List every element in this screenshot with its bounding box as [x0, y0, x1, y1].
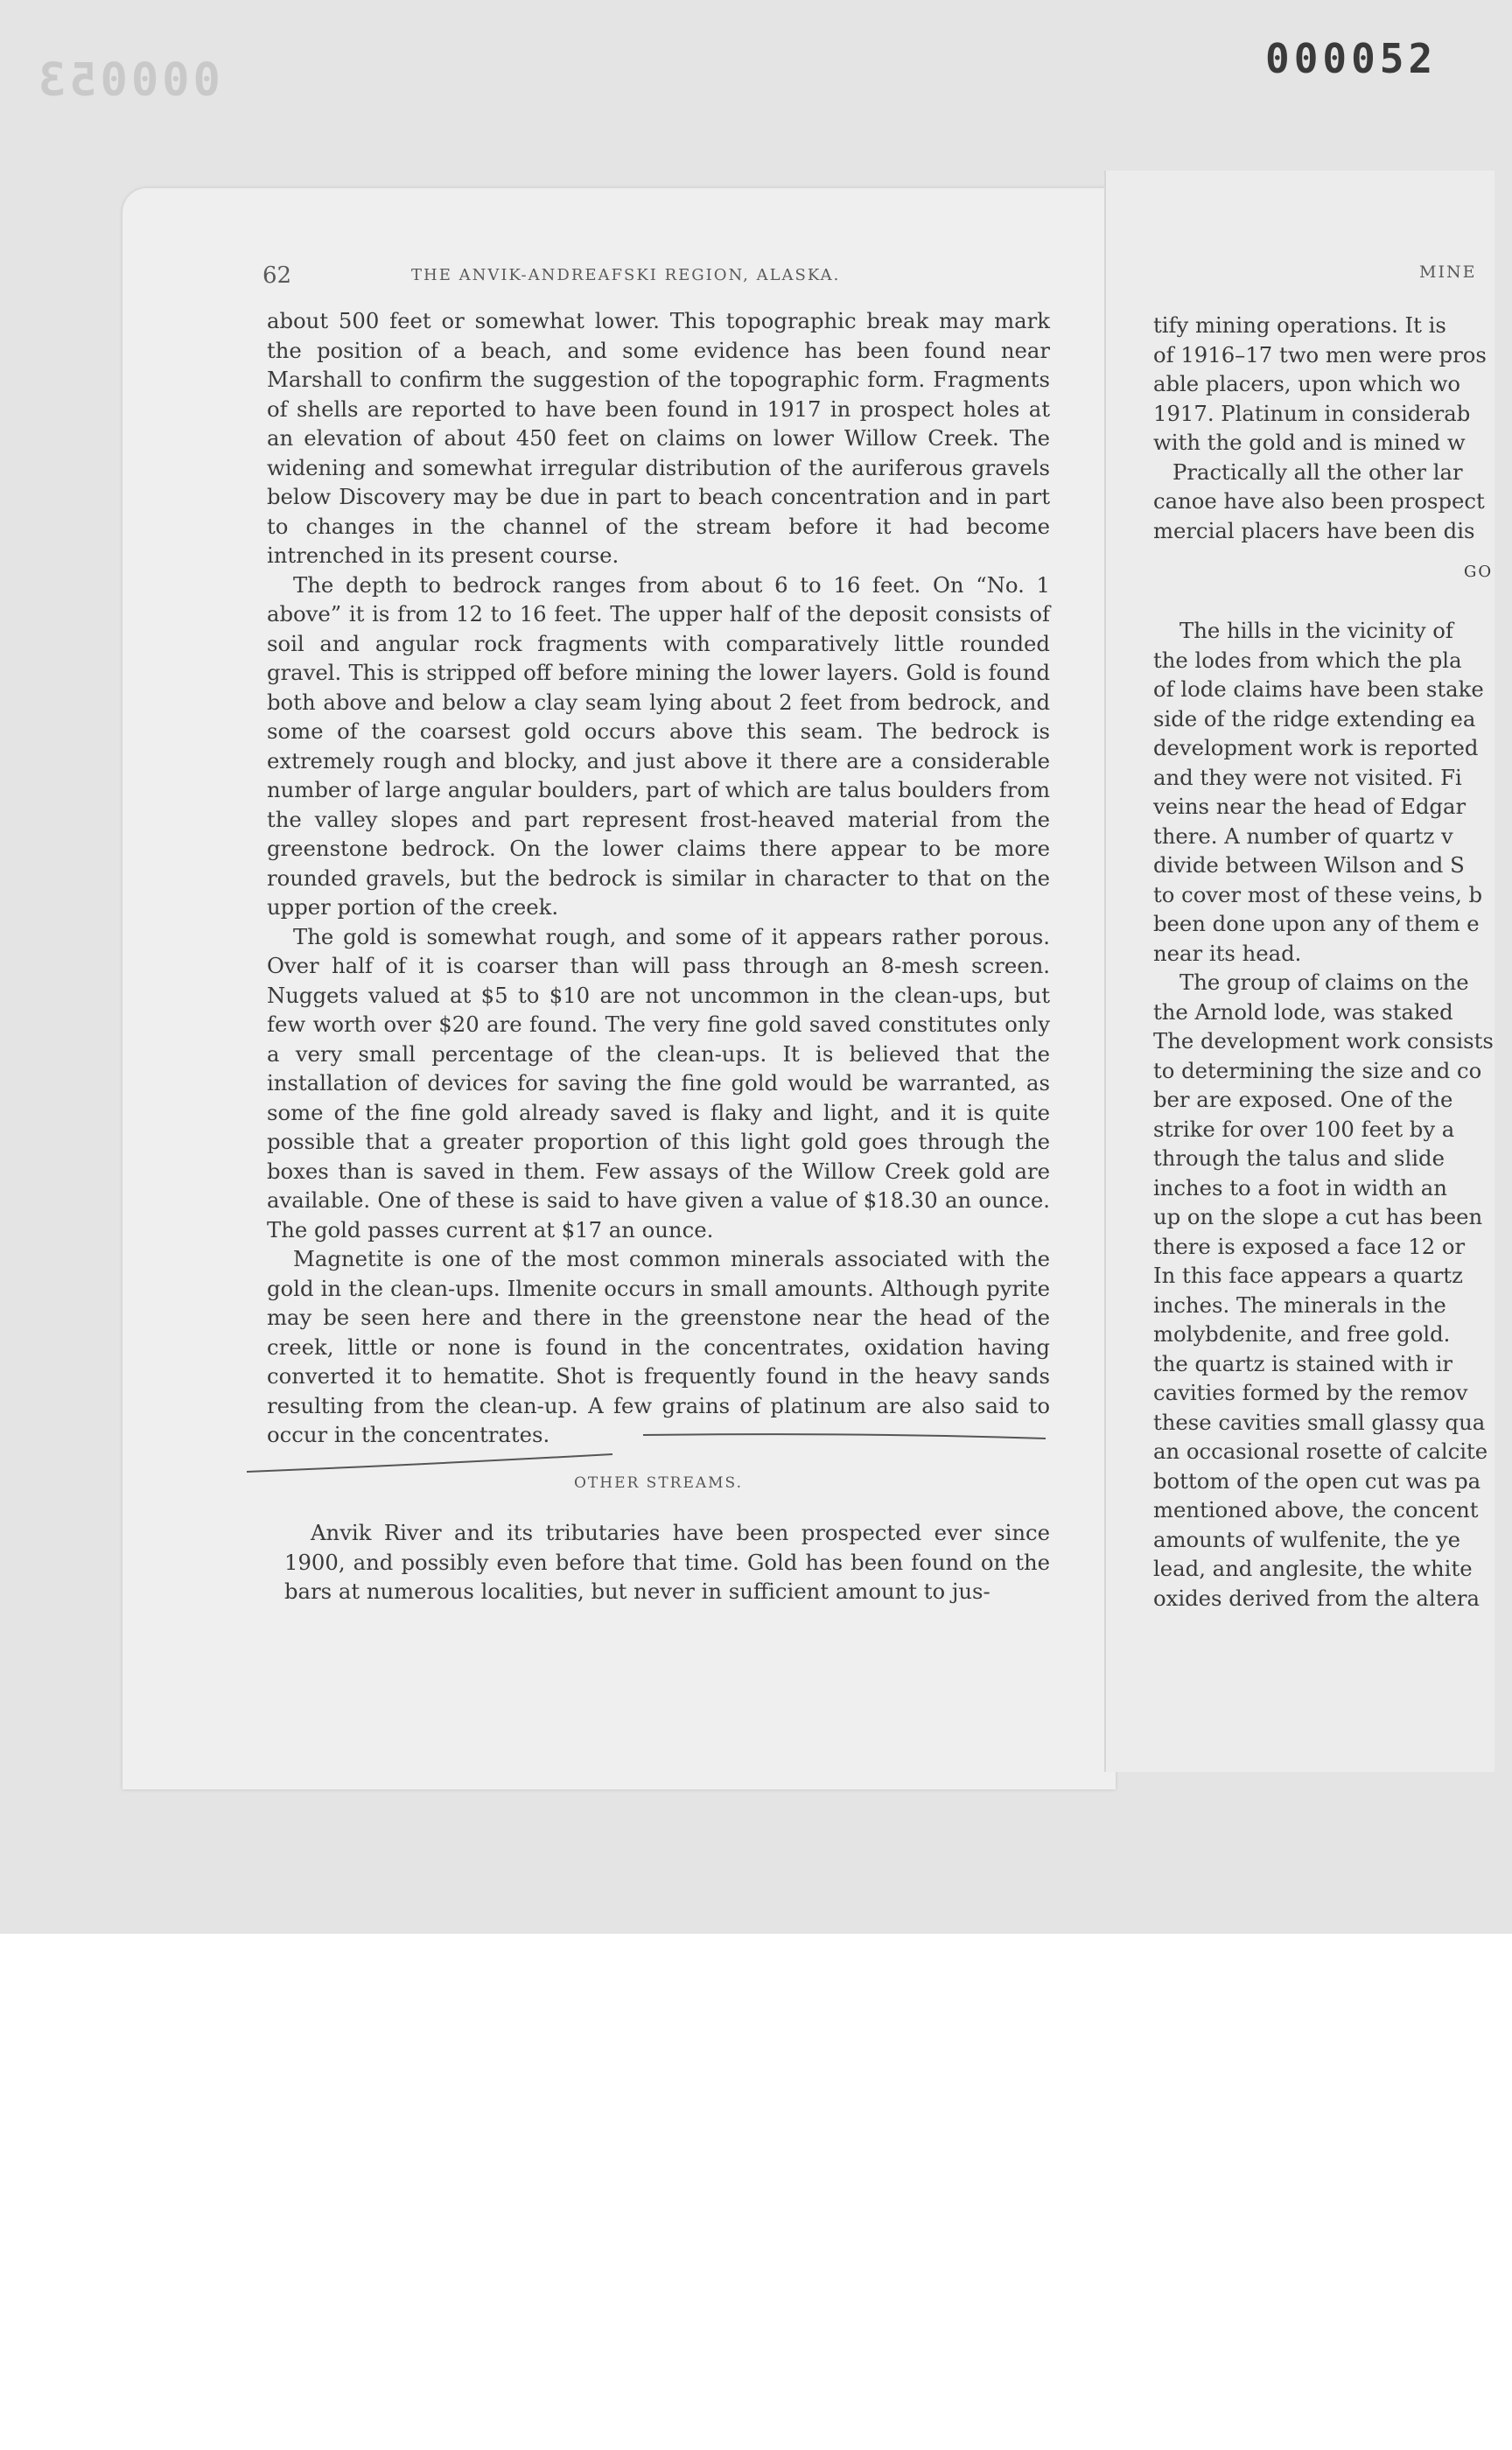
right-line: through the talus and slide	[1153, 1145, 1445, 1171]
right-line: molybdenite, and free gold.	[1153, 1321, 1451, 1347]
right-line: ber are exposed. One of the	[1153, 1087, 1453, 1112]
right-line: to cover most of these veins, b	[1153, 881, 1483, 907]
right-line: The group of claims on the	[1180, 970, 1469, 995]
right-line: inches. The minerals in the	[1153, 1292, 1446, 1318]
right-line: the quartz is stained with ir	[1153, 1350, 1452, 1376]
paragraph: The gold is somewhat rough, and some of it appears rather porous. Over half of it is coarser than will pass through an 8-mesh screen. Nuggets valued at $5 to $10 are not uncommon in the clean-ups, but few worth over $20 are found. The very fine gold saved constitutes only a very small percentage of the clean-ups. It is believed that the installation of devices for saving the fine gold would be warranted, as some of the fine gold already saved is flaky and light, and it is quite possible that a greater proportion of this light gold goes through the boxes than is saved in them. Few assays of the Willow Creek gold are available. One of these is said to have given a value of $18.30 an ounce. The gold passes current at $17 an ounce.	[267, 923, 1050, 1242]
right-line: The hills in the vicinity of	[1180, 618, 1453, 643]
stamp-page-number: 000052	[1265, 35, 1438, 82]
right-line: The development work consists	[1153, 1028, 1494, 1054]
right-line: these cavities small glassy qua	[1153, 1409, 1486, 1435]
right-line: there. A number of quartz v	[1153, 822, 1453, 849]
right-line: with the gold and is mined w	[1153, 430, 1466, 455]
left-page-header	[262, 262, 1085, 298]
right-line: the Arnold lode, was staked	[1153, 998, 1453, 1025]
right-line: of lode claims have been stake	[1153, 676, 1484, 702]
right-line: there is exposed a face 12 or	[1153, 1233, 1466, 1259]
right-line: up on the slope a cut has been	[1153, 1204, 1483, 1229]
running-title: THE ANVIK-ANDREAFSKI REGION, ALASKA.	[411, 266, 841, 284]
right-line: oxides derived from the altera	[1153, 1585, 1480, 1611]
right-line: of 1916–17 two men were pros	[1153, 341, 1487, 368]
right-line: cavities formed by the remov	[1153, 1380, 1468, 1405]
right-line: an occasional rosette of calcite	[1153, 1438, 1488, 1464]
right-line: tify mining operations. It is	[1153, 312, 1446, 338]
right-heading: GO	[1464, 563, 1494, 581]
paragraph: Magnetite is one of the most common minerals associated with the gold in the clean-ups. Ilmenite occurs in small amounts. Although pyrite may be seen here and there in the greenstone near the head of the creek, little or none is found in the concentrates, oxidation having converted it to hematite. Shot is frequently found in the heavy sands resulting from the clean-up. A few grains of platinum are also said to occur in the concentrates.	[267, 1246, 1050, 1447]
right-page-body	[1153, 311, 1494, 1613]
right-page-sheet	[1104, 171, 1494, 1772]
right-line: near its head.	[1153, 940, 1302, 966]
right-line: veins near the head of Edgar	[1153, 794, 1466, 819]
page-number: 62	[262, 262, 292, 289]
right-line: amounts of wulfenite, the ye	[1153, 1526, 1460, 1552]
left-page-body	[267, 306, 1050, 1450]
right-line: able placers, upon which wo	[1153, 371, 1461, 396]
paragraph: Anvik River and its tributaries have been prospected ever since 1900, and possibly even before that time. Gold has been found on the bars at numerous localities, but never in sufficient amount to jus-	[284, 1520, 1050, 1604]
right-line: mentioned above, the concent	[1153, 1497, 1479, 1522]
right-line: mercial placers have been dis	[1153, 517, 1475, 543]
section-body	[284, 1518, 1050, 1606]
right-line: divide between Wilson and S	[1153, 852, 1465, 878]
right-line: In this face appears a quartz	[1153, 1263, 1463, 1288]
paragraph: The depth to bedrock ranges from about 6 to 16 feet. On “No. 1 above” it is from 12 to 16 feet. The upper half of the deposit consists of soil and angular rock fragments with comparatively little rounded gravel. This is stripped off before mining the lower layers. Gold is found both above and below a clay seam lying about 2 feet from bedrock, and some of the coarsest gold occurs above this seam. The bedrock is extremely rough and blocky, and just above it there are a considerable number of large angular boulders, part of which are talus boulders from the valley slopes and part represent frost-heaved material from the greenstone bedrock. On the lower claims there appear to be more rounded gravels, but the bedrock is similar in character to that on the upper portion of the creek.	[267, 571, 1050, 920]
right-line: lead, and anglesite, the white	[1153, 1556, 1473, 1581]
right-line: 1917. Platinum in considerab	[1153, 400, 1471, 426]
ghost-page-number: 000053	[35, 54, 220, 107]
right-running-title: MINE	[1419, 262, 1477, 282]
right-line: canoe have also been prospect	[1153, 488, 1485, 514]
pencil-underline-mark	[245, 1428, 1050, 1480]
right-line: bottom of the open cut was pa	[1153, 1467, 1481, 1494]
right-line: inches to a foot in width an	[1153, 1174, 1447, 1200]
right-line: and they were not visited. Fi	[1153, 764, 1462, 790]
right-line: been done upon any of them e	[1153, 911, 1480, 936]
right-line: to determining the size and co	[1153, 1057, 1482, 1083]
right-line: strike for over 100 feet by a	[1153, 1116, 1455, 1142]
right-line: Practically all the other lar	[1172, 458, 1463, 485]
right-line: development work is reported	[1153, 735, 1479, 760]
paragraph: about 500 feet or somewhat lower. This topographic break may mark the position of a beach, and some evidence has been found near Marshall to confirm the suggestion of the topographic form. Fragments of shells are reported to have been found in 1917 in prospect holes at an elevation of about 450 feet on claims on lower Willow Creek. The widening and somewhat irregular distribution of the auriferous gravels below Discovery may be due in part to beach concentration and in part to changes in the channel of the stream before it had become intrenched in its present course.	[267, 308, 1050, 568]
section-heading: OTHER STREAMS.	[573, 1474, 744, 1492]
right-gap	[1153, 587, 1494, 617]
right-line: side of the ridge extending ea	[1153, 705, 1476, 732]
right-line: the lodes from which the pla	[1153, 647, 1462, 673]
